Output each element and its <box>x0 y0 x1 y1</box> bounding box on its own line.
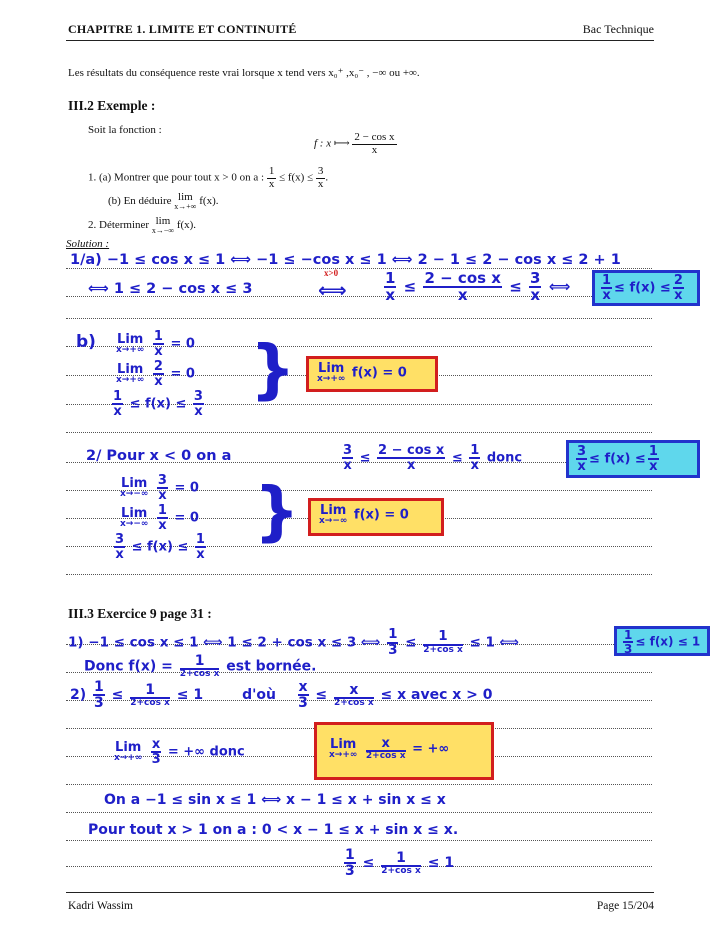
hand-frac-den: x <box>602 288 611 303</box>
hand-frac-num: 2 − cos x <box>378 443 445 458</box>
answer-box-ex2 <box>314 722 494 780</box>
hand-frac <box>157 504 168 532</box>
hand-frac-den: 2+cos x <box>179 669 220 679</box>
lim-sub: x→−∞ <box>120 489 149 499</box>
hand-frac <box>112 390 123 418</box>
solution-label: Solution : <box>66 238 110 250</box>
hand-frac <box>334 683 374 708</box>
b-limit-2 <box>114 360 195 388</box>
lim-block <box>317 362 345 384</box>
intro-text: Les résultats du conséquence reste vrai lorsque x tend vers x₀⁺ ,x₀⁻ , −∞ ou +∞. <box>68 67 420 79</box>
box-fx: f(x) = 0 <box>353 507 409 523</box>
function-numerator: 2 − cos x <box>354 131 395 143</box>
hand-le: ≤ <box>509 277 522 296</box>
q1a-right-num: 3 <box>317 165 324 177</box>
hand-frac-den: x <box>530 286 541 304</box>
footer-page: Page 15/204 <box>596 900 654 912</box>
lim-word: Lim <box>318 361 345 376</box>
lim-word: Lim <box>115 740 142 755</box>
hand-frac-den: 2+cos x <box>334 697 374 708</box>
hand-frac-num: 3 <box>530 269 541 287</box>
part2-ineq <box>112 533 208 561</box>
exercise-title: III.3 Exercice 9 page 31 : <box>68 606 212 621</box>
hand-frac-den: 2+cos x <box>423 644 463 655</box>
footer-author: Kadri Wassim <box>68 900 133 912</box>
ex-line-3 <box>70 680 493 710</box>
chapter-title: CHAPITRE 1. LIMITE ET CONTINUITÉ <box>68 22 297 36</box>
answer-box-1b <box>306 356 438 392</box>
brace-2: } <box>254 475 300 549</box>
hand-frac-den: x <box>577 459 586 474</box>
hand-frac <box>648 445 659 473</box>
q1b-lim-sub: x→+∞ <box>174 202 197 211</box>
hand-frac-den: x <box>385 286 396 304</box>
function-fraction <box>352 132 396 156</box>
hand-frac-num: 1 <box>624 628 633 642</box>
hand-frac-den: x <box>649 459 658 474</box>
q2-limit <box>152 216 174 235</box>
question-2 <box>88 216 196 235</box>
hand-frac <box>342 444 353 472</box>
hand-frac-den: 3 <box>298 695 308 711</box>
ruled-line <box>66 318 652 319</box>
hand-fx: ≤ f(x) ≤ <box>129 396 187 412</box>
hand-le1: ≤ 1 <box>427 855 455 871</box>
hand-frac-num: 1 <box>388 626 398 642</box>
q1b-text: (b) En déduire <box>108 195 172 208</box>
condition-label: x>0 <box>324 268 339 278</box>
hand-le: ≤ <box>405 634 417 651</box>
ex-line-5: On a −1 ≤ sin x ≤ 1 ⟺ x − 1 ≤ x + sin x ≤ x <box>104 792 446 808</box>
ruled-line <box>66 840 652 841</box>
part-2-text: 2/ Pour x < 0 on a <box>86 448 232 464</box>
part-2-ineq <box>340 444 522 472</box>
hand-frac-num: 1 <box>602 273 612 288</box>
hand-le1: ≤ 1 <box>176 687 204 703</box>
example-title: III.2 Exemple : <box>68 98 156 113</box>
ex-line-2a: Donc f(x) = <box>84 658 173 675</box>
hand-le: ≤ <box>359 450 371 466</box>
ruled-line <box>66 268 652 269</box>
hand-frac-num: 2 <box>153 359 163 374</box>
hand-frac-num: 3 <box>157 473 167 488</box>
hand-fx: ≤ f(x) ≤ <box>614 280 671 296</box>
hand-frac-den: x <box>343 458 352 473</box>
hand-frac-den: 3 <box>388 641 398 658</box>
hand-fx: ≤ f(x) ≤ <box>589 451 646 467</box>
hand-le: ≤ <box>403 277 417 296</box>
q1b-f: f(x). <box>199 195 219 208</box>
answer-2 <box>574 445 661 473</box>
lim-block <box>116 333 144 355</box>
hand-frac-num: 1 <box>195 532 205 547</box>
answer-ex2 <box>327 737 449 761</box>
lim-sub: x→+∞ <box>329 750 358 760</box>
lim-block <box>329 738 357 760</box>
hand-frac-num: 1 <box>648 444 658 459</box>
hand-frac-den: x <box>158 518 167 533</box>
hand-frac <box>601 274 612 302</box>
q1b-limit <box>174 192 196 211</box>
answer-box-2 <box>566 440 700 478</box>
answer-1a <box>599 274 686 302</box>
ex-line-3c: ≤ x avec x > 0 <box>380 687 493 703</box>
hand-frac-num: 1 <box>423 630 463 646</box>
hand-frac <box>673 274 684 302</box>
ex-line-3b: d'où <box>242 687 277 703</box>
answer-box-2-limit <box>308 498 444 536</box>
brace-b: } <box>250 333 296 407</box>
ex-line-4 <box>112 738 245 766</box>
hand-frac <box>423 630 463 655</box>
q1a-left-den: x <box>268 177 275 190</box>
ex-box1-text: ≤ f(x) ≤ 1 <box>635 634 701 649</box>
hand-fx: ≤ f(x) ≤ <box>131 539 189 555</box>
hand-frac-den: 2+cos x <box>130 697 170 708</box>
ruled-line <box>66 432 652 433</box>
b-limit-1 <box>114 330 195 358</box>
hand-frac-num: 2 − cos x <box>424 269 501 287</box>
hand-frac <box>529 271 541 303</box>
box-fx: f(x) = 0 <box>351 365 407 381</box>
q2-lim-word: lim <box>155 215 171 227</box>
hand-frac <box>153 330 164 358</box>
ex-line-4b: = +∞ donc <box>167 744 245 760</box>
function-lhs: f : x ⟼ <box>314 137 350 150</box>
lim-sub: x→−∞ <box>319 516 348 526</box>
hand-le: ≤ <box>451 450 463 466</box>
hand-frac <box>381 851 421 876</box>
answer-1b <box>315 362 407 384</box>
answer-box-1a <box>592 270 700 306</box>
hand-frac <box>195 533 206 561</box>
lim-sub: x→−∞ <box>120 519 149 529</box>
hand-frac <box>344 848 356 878</box>
hand-frac-num: 1 <box>94 679 104 695</box>
hand-frac-den: 3 <box>345 863 355 879</box>
ex-line-1 <box>68 628 519 657</box>
function-definition <box>314 132 397 156</box>
hand-frac-num: 1 <box>130 683 170 699</box>
hand-frac <box>93 680 105 710</box>
hand-frac <box>387 628 398 657</box>
hand-frac-num: 1 <box>385 269 396 287</box>
hand-le: ≤ <box>111 687 124 703</box>
answer-ex1 <box>621 629 700 655</box>
q1a-right-frac <box>316 166 326 190</box>
lim-block <box>120 507 148 529</box>
eq-zero: = 0 <box>174 480 199 496</box>
hand-frac-num: 3 <box>343 443 353 458</box>
hand-frac-num: 3 <box>193 389 203 404</box>
question-1a: 1. (a) Montrer que pour tout x > 0 on a : $\frac{1}{x}$ ≤ f(x) ≤ $\frac{3}{x}$ . <box>88 165 329 190</box>
lim-sub: x→+∞ <box>116 345 145 355</box>
ruled-line <box>66 812 652 813</box>
hand-frac <box>576 445 587 473</box>
eq-zero: = 0 <box>170 336 195 352</box>
lim-block <box>114 741 142 763</box>
q2-f: f(x). <box>176 219 197 232</box>
footer-rule <box>66 892 654 893</box>
part2-limit-1 <box>118 474 199 502</box>
ruled-line <box>66 784 652 785</box>
donc-word: donc <box>486 450 523 466</box>
hand-frac-den: x <box>457 286 468 304</box>
header-right: Bac Technique <box>582 22 654 36</box>
hand-frac-den: 3 <box>151 752 161 767</box>
function-denominator: x <box>371 143 378 156</box>
ex-line-2 <box>84 654 317 679</box>
q1b-lim-word: lim <box>178 191 193 203</box>
b-ineq <box>110 390 206 418</box>
ex-line-7 <box>342 848 454 878</box>
lim-word: Lim <box>330 737 357 752</box>
ex-le1: ≤ 1 ⟺ <box>469 634 519 651</box>
hand-frac-den: x <box>115 547 124 562</box>
lim-block <box>120 477 148 499</box>
hand-frac-num: 1 <box>157 503 167 518</box>
header-rule <box>66 40 654 41</box>
lim-block <box>319 504 347 526</box>
hand-frac-den: 2+cos x <box>381 865 421 876</box>
part2-limit-2 <box>118 504 199 532</box>
q2-lim-sub: x→−∞ <box>151 226 175 235</box>
eq-zero: = 0 <box>174 510 199 526</box>
question-1b <box>108 192 219 211</box>
hand-frac-num: x <box>334 683 374 699</box>
hand-frac-num: 3 <box>577 444 587 459</box>
hand-frac-den: 3 <box>94 695 104 711</box>
ruled-line <box>66 574 652 575</box>
lim-word: Lim <box>121 506 148 521</box>
q2-text: 2. Déterminer <box>88 219 150 232</box>
hand-frac-num: x <box>151 737 161 752</box>
q1a-right-den: x <box>317 177 324 190</box>
hand-frac <box>298 680 309 710</box>
ex-line-1-text: 1) −1 ≤ cos x ≤ 1 ⟺ 1 ≤ 2 + cos x ≤ 3 ⟺ <box>68 634 381 651</box>
hand-frac <box>114 533 125 561</box>
hand-frac-num: x <box>366 737 406 752</box>
hand-frac-num: 1 <box>470 443 480 458</box>
hand-frac <box>193 390 204 418</box>
hand-frac <box>153 360 164 388</box>
hand-frac-den: x <box>406 458 416 473</box>
hand-frac-den: x <box>158 488 167 503</box>
hand-frac-den: 3 <box>624 642 633 656</box>
hand-line-1a: 1/a) −1 ≤ cos x ≤ 1 ⟺ −1 ≤ −cos x ≤ 1 ⟺ 2 − 1 ≤ 2 − cos x ≤ 2 + 1 <box>70 252 621 268</box>
q1a-text: 1. (a) Montrer que pour tout x > 0 on a : <box>88 171 265 184</box>
hand-frac <box>180 654 220 679</box>
lim-sub: x→+∞ <box>317 374 346 384</box>
ex-line-6: Pour tout x > 1 on a : 0 < x − 1 ≤ x + sin x ≤ x. <box>88 822 459 838</box>
eq-zero: = 0 <box>170 366 195 382</box>
lim-sub: x→+∞ <box>114 753 143 763</box>
hand-frac-num: 3 <box>115 532 125 547</box>
hand-frac <box>623 629 633 655</box>
hand-frac-den: x <box>674 288 683 303</box>
hand-frac <box>151 738 161 766</box>
hand-implies: ⟺ <box>548 277 571 296</box>
hand-frac-den: 2+cos x <box>365 751 406 761</box>
ex-line-2b: est bornée. <box>226 658 317 675</box>
lim-word: Lim <box>117 362 144 377</box>
hand-frac <box>469 444 480 472</box>
ex-line-3a: 2) <box>70 687 87 703</box>
hand-frac-num: 1 <box>153 329 163 344</box>
hand-frac-den: x <box>470 458 479 473</box>
hand-frac-num: 2 <box>673 273 683 288</box>
q1a-left-frac <box>267 166 277 190</box>
ex-box2-end: = +∞ <box>412 741 450 757</box>
lim-word: Lim <box>121 476 148 491</box>
hand-frac <box>423 271 501 303</box>
hand-line-2-ineq <box>382 271 570 303</box>
hand-frac-den: x <box>154 374 163 389</box>
hand-frac-den: x <box>113 404 122 419</box>
hand-frac <box>377 444 445 472</box>
hand-frac-den: x <box>196 547 205 562</box>
hand-frac-den: x <box>194 404 203 419</box>
hand-frac-num: 1 <box>345 847 355 863</box>
hand-frac-num: 1 <box>113 389 123 404</box>
hand-frac <box>130 683 170 708</box>
hand-line-2a: ⟺ 1 ≤ 2 − cos x ≤ 3 <box>88 281 253 297</box>
hand-frac-num: x <box>298 679 308 695</box>
hand-le: ≤ <box>315 687 328 703</box>
hand-frac <box>366 737 406 761</box>
implies-arrow: ⟺ <box>318 278 347 302</box>
example-intro: Soit la fonction : <box>88 124 162 136</box>
q1a-ineq: ≤ f(x) ≤ <box>279 171 314 184</box>
part-b-label: b) <box>76 332 96 352</box>
lim-word: Lim <box>117 332 144 347</box>
hand-frac <box>157 474 168 502</box>
answer-box-ex1 <box>614 626 710 656</box>
q1a-left-num: 1 <box>268 165 275 177</box>
hand-frac-num: 1 <box>180 654 220 670</box>
hand-le: ≤ <box>362 855 375 871</box>
lim-word: Lim <box>320 503 347 518</box>
answer-2-limit <box>317 504 409 526</box>
hand-frac <box>384 271 396 303</box>
hand-frac-den: x <box>154 344 163 359</box>
hand-frac-num: 1 <box>381 851 421 867</box>
lim-block <box>116 363 144 385</box>
lim-sub: x→+∞ <box>116 375 145 385</box>
